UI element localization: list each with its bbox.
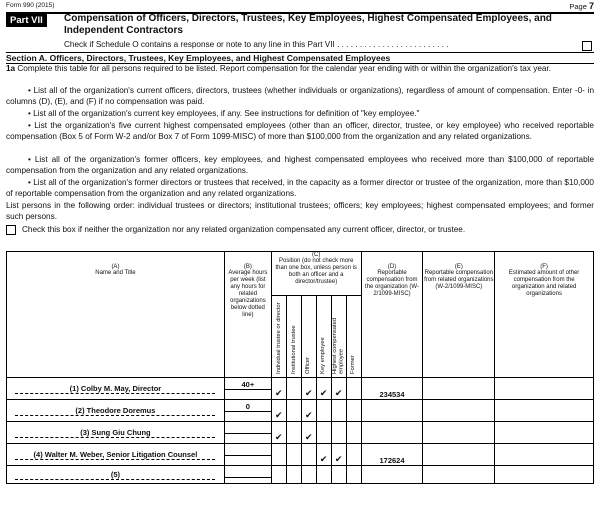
position-checkbox[interactable] [331,400,346,422]
position-checkbox[interactable]: ✔ [331,444,346,466]
position-checkbox[interactable] [301,466,316,484]
table-row [7,466,594,478]
related-compensation [423,466,495,484]
col-d-header: (D) Reportable compensation from the organization (W-2/1099-MISC) [361,252,423,378]
position-checkbox[interactable] [331,422,346,444]
position-checkbox[interactable] [286,466,301,484]
instruction-bullet-4: • List all of the organization's former officers, key employees, and highest compensated employees who received more than $100,000 of reportable compensation from the organization and any related organizations. [6,155,594,175]
reportable-compensation [361,400,423,422]
instruction-bullet-5: • List all of the organization's former directors or trustees that received, in the capacity as a former director or trustee of the organization, more than $10,000 of reportable compensation from the organization and any related organizations. [6,178,594,198]
instruction-1a: 1a Complete this table for all persons required to be listed. Report compensation for the calendar year ending with or within the organization's tax year. [6,64,551,73]
person-name: (2) Theodore Doremus [7,400,225,422]
hours-related-orgs [224,412,271,422]
col-f-header: (F) Estimated amount of other compensation from the organization and related organizations [495,252,594,378]
position-checkbox[interactable]: ✔ [301,400,316,422]
col-c-former: Former [346,296,361,378]
hours-per-week [224,422,271,434]
position-checkbox[interactable]: ✔ [316,378,331,400]
instruction-order: List persons in the following order: individual trustees or directors; institutional trustees; officers; key employees; highest compensated employees; and former such persons. [6,201,594,221]
position-checkbox[interactable] [286,400,301,422]
position-checkbox[interactable]: ✔ [316,444,331,466]
check-none-checkbox[interactable] [6,225,16,235]
schedule-o-check: Check if Schedule O contains a response or note to any line in this Part VII . . . . . . . . . . . . . . . . . . . . . . . . . [64,40,449,49]
position-checkbox[interactable] [316,466,331,484]
position-checkbox[interactable] [286,378,301,400]
col-c-header: (C) Position (do not check more than one box, unless person is both an officer and a director/trustee) [271,252,361,296]
table-row [7,400,594,412]
col-b-header: (B) Average hours per week (list any hours for related organizations below dotted line) [224,252,271,378]
hours-related-orgs [224,390,271,400]
instruction-bullet-2: • List all of the organization's current key employees, if any. See instructions for definition of "key employee." [28,109,420,118]
hours-per-week: 40+ [224,378,271,390]
position-checkbox[interactable]: ✔ [301,422,316,444]
position-checkbox[interactable] [331,466,346,484]
table-row [7,422,594,434]
position-checkbox[interactable]: ✔ [331,378,346,400]
col-e-header: (E) Reportable compensation from related organizations (W-2/1099-MISC) [423,252,495,378]
hours-related-orgs [224,456,271,466]
form-id: Form 990 (2015) [6,2,55,9]
col-a-header: (A) Name and Title [7,252,225,378]
other-compensation [495,400,594,422]
position-checkbox[interactable] [286,444,301,466]
position-checkbox[interactable]: ✔ [271,400,286,422]
reportable-compensation: 234534 [361,378,423,400]
person-name: (3) Sung Giu Chung [7,422,225,444]
reportable-compensation: 172624 [361,444,423,466]
reportable-compensation [361,422,423,444]
hours-per-week: 0 [224,400,271,412]
position-checkbox[interactable] [286,422,301,444]
other-compensation [495,422,594,444]
part-title: Compensation of Officers, Directors, Trustees, Key Employees, Highest Compensated Employees, and Independent Contractors [64,13,552,36]
form-header [6,2,594,12]
position-checkbox[interactable] [346,466,361,484]
part-label: Part VII [6,14,47,27]
reportable-compensation [361,466,423,484]
section-a-title: Section A. Officers, Directors, Trustees, Key Employees, and Highest Compensated Employees [6,53,391,63]
related-compensation [423,444,495,466]
position-checkbox[interactable] [316,422,331,444]
col-c-institutional-trustee: Institutional trustee [286,296,301,378]
instruction-bullet-3: • List the organization's five current highest compensated employees (other than an officer, director, trustee, or key employee) who received reportable compensation (Box 5 of Form W-2 and/or Box 7 of Form 1099-MISC) of more than $100,000 from the organization and any related organizations. [6,121,594,141]
position-checkbox[interactable]: ✔ [271,422,286,444]
hours-per-week [224,466,271,478]
position-checkbox[interactable]: ✔ [271,378,286,400]
table-row [7,444,594,456]
hours-related-orgs [224,434,271,444]
position-checkbox[interactable]: ✔ [301,378,316,400]
position-checkbox[interactable] [346,378,361,400]
person-name: (1) Colby M. May, Director [7,378,225,400]
position-checkbox[interactable] [346,422,361,444]
position-checkbox[interactable] [271,444,286,466]
position-checkbox[interactable] [346,444,361,466]
hours-per-week [224,444,271,456]
other-compensation [495,466,594,484]
col-c-key-employee: Key employee [316,296,331,378]
related-compensation [423,378,495,400]
table-row [7,378,594,390]
person-name: (5) [7,466,225,484]
related-compensation [423,400,495,422]
page-number: Page 7 [569,1,594,11]
col-c-highest-compensated: Highest compensated employee [331,296,346,378]
other-compensation [495,378,594,400]
position-checkbox[interactable] [346,400,361,422]
position-checkbox[interactable] [316,400,331,422]
position-checkbox[interactable] [301,444,316,466]
related-compensation [423,422,495,444]
other-compensation [495,444,594,466]
col-c-officer: Officer [301,296,316,378]
person-name: (4) Walter M. Weber, Senior Litigation Counsel [7,444,225,466]
col-c-individual-trustee: Individual trustee or director [271,296,286,378]
check-none-line: Check this box if neither the organization nor any related organization compensated any current officer, director, or trustee. [6,225,594,236]
hours-related-orgs [224,478,271,484]
compensation-table [6,251,594,484]
schedule-o-checkbox[interactable] [582,41,592,51]
instruction-bullet-1: • List all of the organization's current officers, directors, trustees (whether individuals or organizations), regardless of amount of compensation. Enter -0- in columns (D), (E), and (F) if no compensation was paid. [6,86,594,106]
position-checkbox[interactable] [271,466,286,484]
